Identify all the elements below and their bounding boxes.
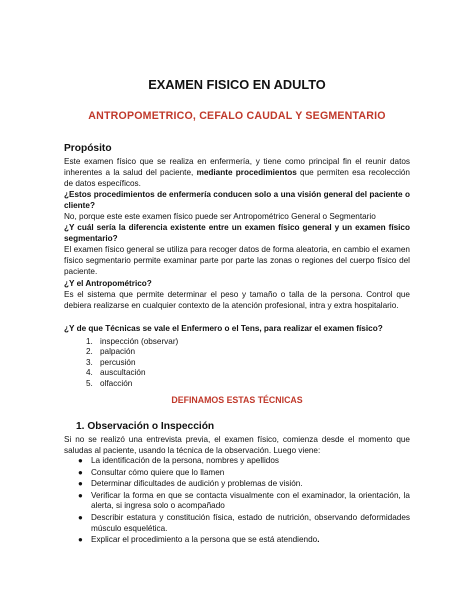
answer-2: El examen físico general se utiliza para recoger datos de forma aleatoria, en cambio el examen físico segmentario permite examinar parte por parte las zonas o regiones del cuerpo físico del paciente. xyxy=(64,245,410,276)
bullet-icon: ● xyxy=(78,535,83,545)
techniques-list xyxy=(86,337,178,389)
answer-1: No, porque este este examen físico puede ser Antropométrico General o Segmentario xyxy=(64,212,376,221)
question-1: ¿Estos procedimientos de enfermería conducen solo a una visión general del paciente o cliente? xyxy=(64,190,410,210)
bullet-icon: ● xyxy=(78,456,83,465)
bullet-icon: ● xyxy=(78,490,83,500)
list-item: 2. palpación xyxy=(86,347,136,357)
list-item: ● La identificación de la persona, nombres y apellidos xyxy=(78,456,279,465)
answer-3: Es el sistema que permite determinar el peso y tamaño o talla de la persona. Control que debiera realizarse en cualquier contexto de la atención profesional, intra y extra hospitalario. xyxy=(64,290,410,310)
proposito-text-end: que permiten esa recolección de datos específicos. xyxy=(64,167,410,188)
question-4: ¿Y de que Técnicas se vale el Enfermero o el Tens, para realizar el examen físico? xyxy=(64,324,383,333)
observacion-intro: Si no se realizó una entrevista previa, el examen físico, comienza desde el momento que saludas al paciente, usando la técnica de la observación. Luego viene: xyxy=(64,435,410,455)
bullet-icon: ● xyxy=(78,512,83,522)
document-subtitle: ANTROPOMETRICO, CEFALO CAUDAL Y SEGMENTARIO xyxy=(88,110,386,122)
document-title: EXAMEN FISICO EN ADULTO xyxy=(148,77,326,92)
proposito-bold-text: mediante procedimientos xyxy=(196,167,297,177)
list-item: 1. inspección (observar) xyxy=(86,337,179,346)
proposito-text: Este examen físico que se realiza en enfermería, y tiene como principal fin el reunir datos inherentes a la salud del paciente, xyxy=(64,157,410,177)
observacion-bullets xyxy=(76,456,410,547)
observacion-heading: 1. Observación o Inspección xyxy=(76,421,215,432)
list-item: ● Verificar la forma en que se contacta visualmente con el examinador, la orientación, la alerta, si ingresa solo o acompañado xyxy=(78,490,410,511)
define-heading: DEFINAMOS ESTAS TÉCNICAS xyxy=(171,395,303,405)
list-item: ● Explicar el procedimiento a la persona que se está atendiendo. xyxy=(78,535,320,545)
question-3: ¿Y el Antropométrico? xyxy=(64,279,152,288)
question-2: ¿Y cuál sería la diferencia existente entre un examen físico general y un examen físico segmentario? xyxy=(64,223,410,243)
list-item: 3. percusión xyxy=(86,357,136,367)
list-item: 4. auscultación xyxy=(86,368,146,378)
bullet-icon: ● xyxy=(78,479,83,489)
list-item: ● Determinar dificultades de audición y problemas de visión. xyxy=(78,479,303,489)
list-item: ● Consultar cómo quiere que lo llamen xyxy=(78,467,225,477)
bullet-icon: ● xyxy=(78,467,83,477)
list-item: ● Describir estatura y constitución física, estado de nutrición, observando deformidades músculo esquelética. xyxy=(78,512,410,533)
proposito-heading: Propósito xyxy=(64,143,112,154)
list-item: 5. olfacción xyxy=(86,378,133,388)
proposito-paragraph xyxy=(64,157,410,190)
